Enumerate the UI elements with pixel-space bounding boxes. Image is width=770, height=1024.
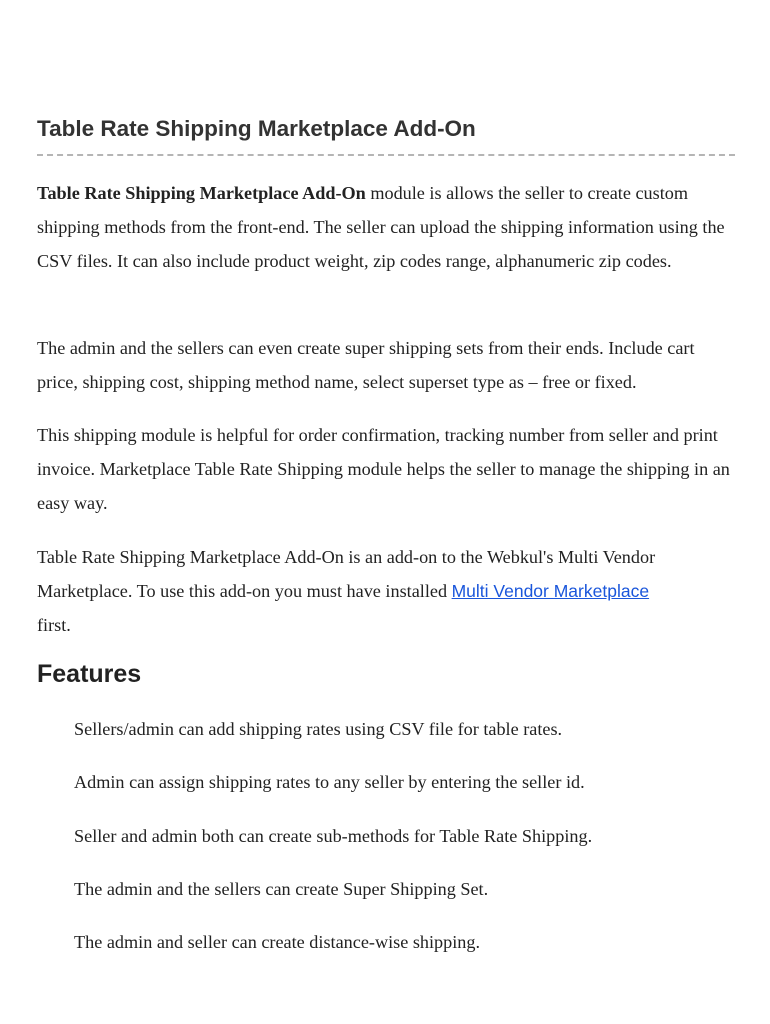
feature-item: Sellers/admin can add shipping rates using CSV file for table rates. <box>74 719 563 739</box>
addon-info-text: Table Rate Shipping Marketplace Add-On is an add-on to the Webkul's Multi Vendor Marketplace. To use this add-on you must have installed <box>37 547 656 601</box>
features-list <box>74 712 592 978</box>
paragraph-super-shipping: The admin and the sellers can even create super shipping sets from their ends. Include cart price, shipping cost, shipping method name, select superset type as – free or fixed. <box>37 338 695 392</box>
feature-item: The admin and seller can create distance-wise shipping. <box>74 932 481 953</box>
page-title: Table Rate Shipping Marketplace Add-On <box>37 116 476 141</box>
feature-item: Admin can assign shipping rates to any seller by entering the seller id. <box>74 772 585 793</box>
title-divider <box>37 154 735 156</box>
features-heading: Features <box>37 660 142 688</box>
intro-text: module is allows the seller to create custom shipping methods from the front-end. The seller can upload the shipping information using the CSV files. It can also include product weight, zip codes range, alphanumeric zip codes. <box>37 183 725 271</box>
multi-vendor-marketplace-link[interactable]: Multi Vendor Marketplace <box>451 581 650 601</box>
feature-item: The admin and the sellers can create Super Shipping Set. <box>74 878 489 899</box>
paragraph-order-confirmation: This shipping module is helpful for order confirmation, tracking number from seller and print invoice. Marketplace Table Rate Shipping module helps the seller to manage the shipping in an easy way. <box>37 425 730 513</box>
feature-item: Seller and admin both can create sub-methods for Table Rate Shipping. <box>74 825 593 846</box>
intro-bold-lead: Table Rate Shipping Marketplace Add-On <box>37 183 366 203</box>
addon-info-suffix: first. <box>37 615 71 635</box>
intro-paragraph <box>37 176 737 278</box>
paragraph-addon-info <box>37 540 737 642</box>
